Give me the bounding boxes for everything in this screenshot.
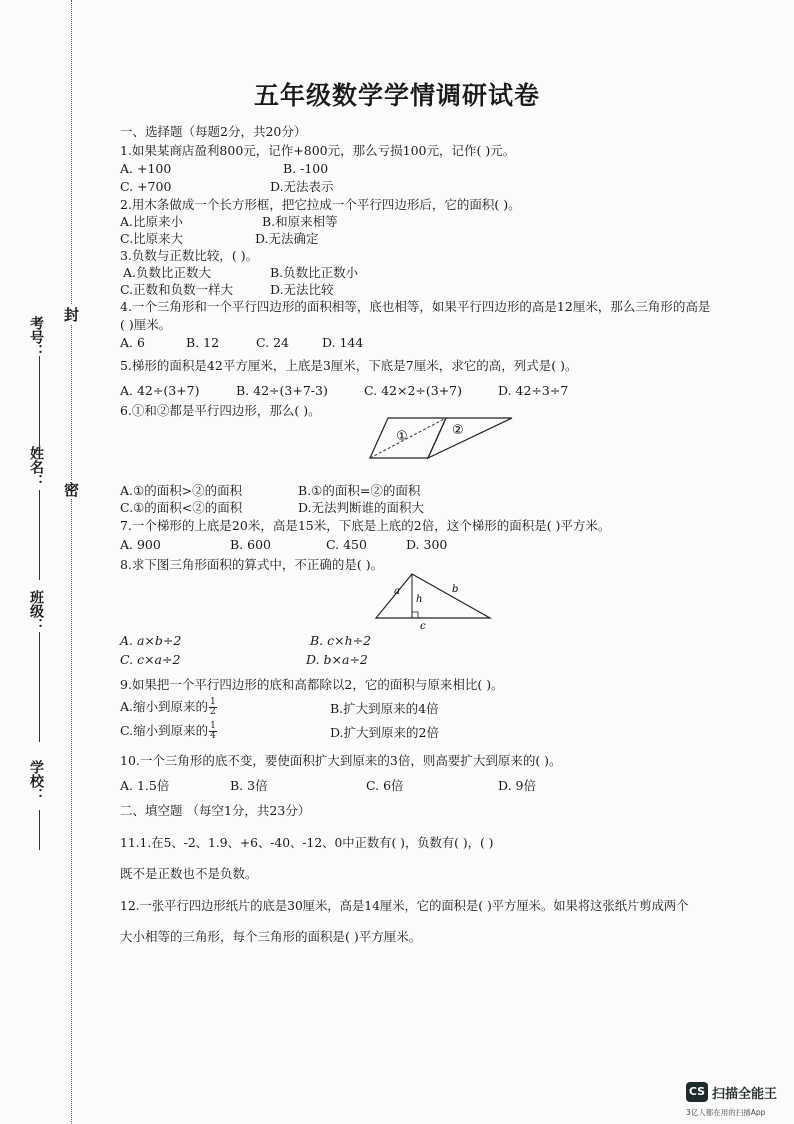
- q2-option-b: B.和原来相等: [262, 214, 338, 229]
- q7-option-b: B. 600: [230, 537, 271, 552]
- right-angle-mark: [412, 612, 418, 618]
- section-2-heading: 二、填空题 （每空1分，共23分）: [120, 803, 311, 818]
- fraction-one-quarter: [209, 722, 217, 741]
- q6-option-b: B.①的面积=②的面积: [298, 483, 421, 498]
- label-a: a: [394, 586, 400, 597]
- label-exam-id: 考号：: [28, 316, 44, 358]
- q4-option-a: A. 6: [120, 335, 145, 350]
- q5-stem: 5.梯形的面积是42平方厘米，上底是3厘米，下底是7厘米，求它的高，列式是( )。: [120, 358, 578, 373]
- binding-strip: [0, 0, 100, 1124]
- q10-option-c: C. 6倍: [366, 778, 404, 793]
- camscanner-icon: CS: [686, 1082, 708, 1102]
- q11-line-1: 11.1.在5、-2、1.9、+6、-40、-12、0中正数有( )，负数有( )，( ): [120, 836, 494, 850]
- fraction-denominator: 4: [210, 731, 216, 741]
- q3-option-b: B.负数比正数小: [270, 265, 359, 280]
- q6-parallelogram-figure: [366, 414, 516, 464]
- label-name: 姓名：: [28, 446, 44, 488]
- q10-option-d: D. 9倍: [498, 778, 536, 793]
- logo-slogan: 3亿人都在用的扫描App: [686, 1108, 766, 1117]
- q2-option-d: D.无法确定: [255, 231, 319, 246]
- q9-option-b: B.扩大到原来的4倍: [330, 701, 439, 716]
- q2-stem: 2.用木条做成一个长方形框，把它拉成一个平行四边形后，它的面积( )。: [120, 197, 521, 212]
- name-blank: [39, 490, 40, 580]
- label-circle-2: ②: [452, 423, 464, 438]
- q4-option-d: D. 144: [322, 335, 364, 350]
- fraction-numerator: 1: [210, 721, 216, 731]
- seal-char-mi: 密: [62, 482, 80, 497]
- q9-option-c-text: C.缩小到原来的: [120, 723, 209, 738]
- q5-option-b: B. 42÷(3+7-3): [236, 383, 328, 398]
- q9-option-d: D.扩大到原来的2倍: [330, 725, 440, 740]
- q1-stem: 1.如果某商店盈利800元，记作+800元，那么亏损100元，记作( )元。: [120, 143, 516, 158]
- q4-option-b: B. 12: [186, 335, 220, 350]
- dashed-diagonal: [370, 418, 446, 458]
- q1-option-a: A. +100: [120, 161, 172, 176]
- seal-line: [71, 0, 72, 1124]
- q1-option-c: C. +700: [120, 179, 172, 194]
- q10-stem: 10.一个三角形的底不变，要使面积扩大到原来的3倍，则高要扩大到原来的( )。: [120, 753, 562, 768]
- q4-stem: 4.一个三角形和一个平行四边形的面积相等，底也相等，如果平行四边形的高是12厘米，那么三角形的高是: [120, 299, 711, 314]
- q5-option-c: C. 42×2÷(3+7): [364, 383, 463, 398]
- q7-option-d: D. 300: [406, 537, 448, 552]
- q1-option-b: B. -100: [283, 161, 329, 176]
- q4-stem-cont: ( )厘米。: [120, 317, 172, 332]
- logo-name: 扫描全能王: [712, 1087, 778, 1102]
- fraction-numerator: 1: [210, 697, 216, 707]
- q8-option-a: A. a×b÷2: [120, 633, 182, 648]
- q1-option-d: D.无法表示: [270, 179, 334, 194]
- fraction-one-half: [209, 698, 217, 717]
- label-class: 班级：: [28, 590, 44, 632]
- q6-stem: 6.①和②都是平行四边形，那么( )。: [120, 403, 321, 418]
- label-b: b: [452, 584, 459, 595]
- q7-stem: 7.一个梯形的上底是20米，高是15米，下底是上底的2倍，这个梯形的面积是( )平方米。: [120, 518, 611, 533]
- q9-option-a-text: A.缩小到原来的: [120, 699, 209, 714]
- q8-option-d: D. b×a÷2: [306, 652, 368, 667]
- page-title: 五年级数学学情调研试卷: [253, 81, 540, 110]
- scanner-watermark-logo: [686, 1080, 786, 1120]
- fraction-denominator: 2: [210, 707, 216, 717]
- seal-char-feng: 封: [62, 307, 80, 322]
- parallelogram-2: [428, 418, 512, 458]
- section-1-heading: 一、选择题（每题2分，共20分）: [120, 124, 307, 139]
- q7-option-c: C. 450: [326, 537, 367, 552]
- label-h: h: [416, 594, 423, 605]
- q3-option-d: D.无法比较: [270, 282, 334, 297]
- q5-option-d: D. 42÷3÷7: [498, 383, 569, 398]
- q6-option-a: A.①的面积>②的面积: [120, 483, 243, 498]
- q3-stem: 3.负数与正数比较，( )。: [120, 248, 259, 263]
- exam-id-blank: [39, 356, 40, 446]
- q9-option-c: [120, 722, 218, 741]
- q3-option-c: C.正数和负数一样大: [120, 282, 234, 297]
- q12-line-2: 大小相等的三角形，每个三角形的面积是( )平方厘米。: [120, 929, 422, 944]
- q8-stem: 8.求下图三角形面积的算式中，不正确的是( )。: [120, 557, 384, 572]
- q9-stem: 9.如果把一个平行四边形的底和高都除以2，它的面积与原来相比( )。: [120, 677, 504, 692]
- q10-option-a: A. 1.5倍: [120, 778, 170, 793]
- q6-option-c: C.①的面积<②的面积: [120, 500, 243, 515]
- q8-option-b: B. c×h÷2: [310, 633, 372, 648]
- label-circle-1: ①: [396, 429, 408, 444]
- q10-option-b: B. 3倍: [230, 778, 268, 793]
- q4-option-c: C. 24: [256, 335, 289, 350]
- school-blank: [39, 810, 40, 850]
- q12-line-1: 12.一张平行四边形纸片的底是30厘米，高是14厘米，它的面积是( )平方厘米。如果将这张纸片剪成两个: [120, 899, 689, 913]
- q3-option-a: A.负数比正数大: [123, 265, 212, 280]
- q2-option-a: A.比原来小: [120, 214, 184, 229]
- q8-option-c: C. c×a÷2: [120, 652, 181, 667]
- label-school: 学校：: [28, 760, 44, 802]
- class-blank: [39, 632, 40, 742]
- q11-line-2: 既不是正数也不是负数。: [120, 866, 258, 881]
- q6-option-d: D.无法判断谁的面积大: [298, 500, 425, 515]
- q2-option-c: C.比原来大: [120, 231, 184, 246]
- q7-option-a: A. 900: [120, 537, 161, 552]
- q5-option-a: A. 42÷(3+7): [120, 383, 200, 398]
- q9-option-a: [120, 698, 218, 717]
- label-c: c: [420, 621, 426, 632]
- q8-triangle-figure: [372, 570, 496, 632]
